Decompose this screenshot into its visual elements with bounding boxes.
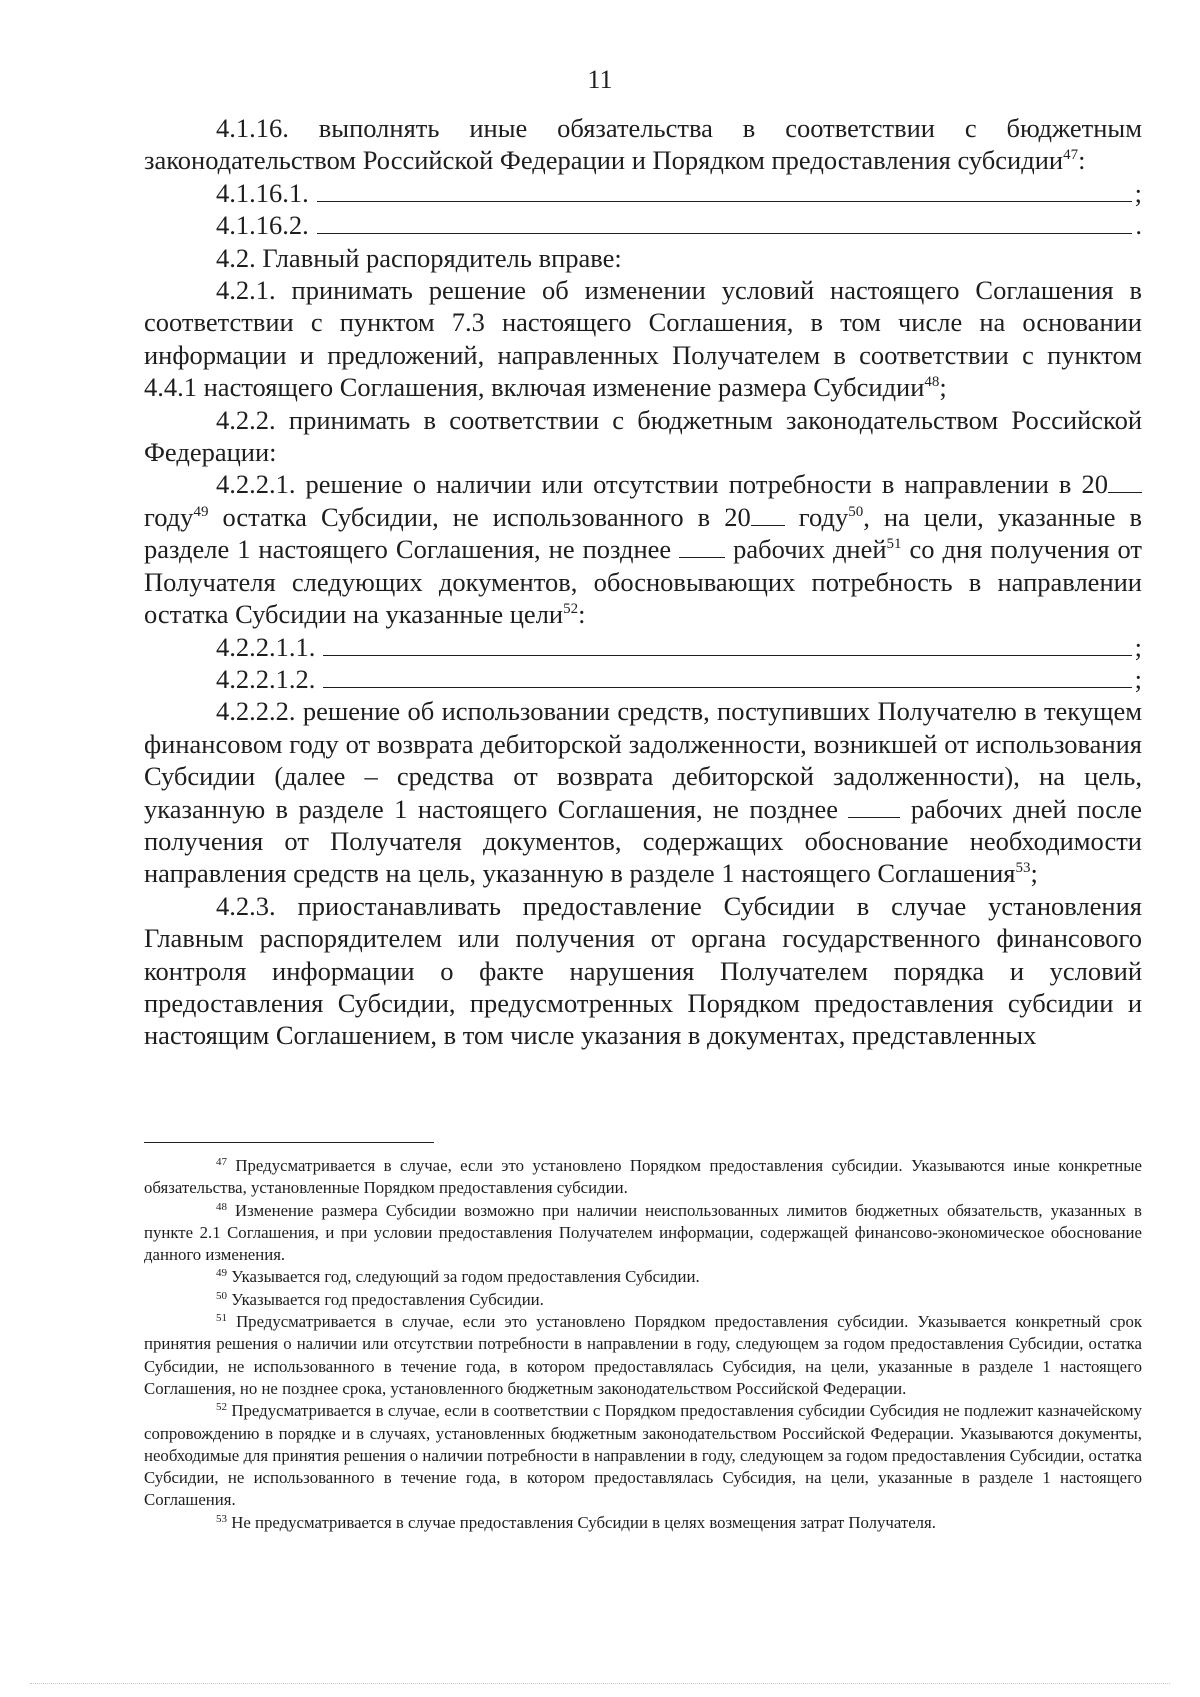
clause-text: остатка Субсидии, не использованного в 20 (208, 501, 751, 532)
fill-line-end: . (1135, 210, 1142, 241)
footnote-number: 49 (216, 1267, 227, 1280)
footnote-48 (144, 1200, 1142, 1267)
blank-field[interactable] (317, 213, 1133, 234)
footnote-text: Предусматривается в случае, если это установлено Порядком предоставления субсидии. Указываются иные конкретные обязательства, установленные Порядком предоставления субсидии. (144, 1156, 1142, 1198)
clause-text: году (144, 501, 194, 532)
clause-4-2-2-1 (144, 468, 1142, 630)
fill-line-end: ; (1134, 631, 1142, 662)
fill-line-4-1-16-1 (144, 177, 1142, 209)
footnote-number: 47 (216, 1156, 227, 1168)
blank-year[interactable] (1108, 474, 1142, 493)
footnote-text: Указывается год предоставления Субсидии. (231, 1289, 544, 1309)
clause-text: со дня получения от Получателя следующих документов, обосновывающих потребность в направлении остатка Субсидии на указанные цели (144, 534, 1142, 630)
scan-artifact-line (30, 1683, 1170, 1684)
clause-text: 4.2.2.1. решение о наличии или отсутствии потребности в направлении в 20 (216, 469, 1108, 500)
footnote-text: Предусматривается в случае, если это установлено Порядком предоставления субсидии. Указывается конкретный срок принятия решения о наличии или отсутствии потребности в направлении в году, следующем за годом предоставления Субсидии, остатка Субсидии, не использованного в течение года, в котором предоставлялась Субсидия, на цели, указанные в разделе 1 настоящего Соглашения, но не позднее срока, установленного бюджетным законодательством Российской Федерации. (144, 1312, 1142, 1398)
clause-text: , на цели, указанные в разделе 1 настоящего Соглашения, не позднее (144, 501, 1143, 565)
blank-field[interactable] (323, 667, 1131, 688)
clause-text: рабочих дней после получения от Получателя документов, содержащих обоснование необходимости направления средств на цель, указанную в разделе 1 настоящего Соглашения (144, 793, 1142, 889)
footnote-ref: 51 (886, 536, 902, 553)
footnote-number: 50 (216, 1289, 227, 1302)
footnote-number: 52 (216, 1401, 227, 1414)
clause-tail: ; (939, 372, 947, 403)
footnote-51 (144, 1311, 1142, 1400)
clause-tail: : (578, 599, 586, 630)
clause-4-2-1 (144, 274, 1142, 404)
footnote-50 (144, 1289, 1142, 1311)
blank-days[interactable] (848, 799, 900, 818)
footnote-number: 48 (216, 1200, 227, 1213)
fill-line-label: 4.2.2.1.2. (216, 663, 316, 694)
fill-line-4-1-16-2 (144, 209, 1142, 241)
clause-4-1-16 (144, 112, 1142, 177)
blank-year[interactable] (751, 507, 785, 526)
footnote-text: Изменение размера Субсидии возможно при наличии неиспользованных лимитов бюджетных обязательств, указанных в пункте 2.1 Соглашения, и при условии предоставления Получателем информации, содержащей финансово-экономическое обоснование данного изменения. (144, 1200, 1142, 1265)
footnotes (144, 1155, 1142, 1534)
fill-line-4-2-2-1-1 (144, 631, 1142, 663)
page-number: 11 (587, 65, 613, 94)
document-body (144, 112, 1142, 1052)
clause-tail: ; (1030, 858, 1038, 889)
clause-4-2: 4.2. Главный распорядитель вправе: (216, 242, 622, 273)
footnote-text: Указывается год, следующий за годом предоставления Субсидии. (231, 1267, 700, 1287)
footnote-ref: 52 (563, 601, 579, 618)
fill-line-4-2-2-1-2 (144, 663, 1142, 695)
clause-tail: : (1078, 145, 1086, 176)
clause-text: 4.2.1. принимать решение об изменении условий настоящего Соглашения в соответствии с пунктом 7.3 настоящего Соглашения, в том числе на основании информации и предложений, направленных Получателем в соответствии с пунктом 4.4.1 настоящего Соглашения, включая изменение размера Субсидии (144, 275, 1142, 403)
footnote-ref: 48 (924, 374, 940, 391)
fill-line-end: ; (1134, 663, 1142, 694)
blank-days[interactable] (679, 539, 725, 558)
clause-4-2-3: 4.2.3. приостанавливать предоставление Субсидии в случае установления Главным распорядителем или получения от органа государственного финансового контроля информации о факте нарушения Получателем порядка и условий предоставления Субсидии, предусмотренных Порядком предоставления субсидии и настоящим Соглашением, в том числе указания в документах, представленных (144, 890, 1142, 1051)
footnote-text: Не предусматривается в случае предоставления Субсидии в целях возмещения затрат Получателя. (231, 1512, 936, 1532)
footnote-52 (144, 1400, 1142, 1511)
footnote-separator (144, 1142, 434, 1143)
clause-text: рабочих дней (725, 534, 887, 565)
footnote-53 (144, 1512, 1142, 1534)
fill-line-label: 4.1.16.2. (216, 210, 309, 241)
footnote-number: 51 (216, 1312, 227, 1325)
footnote-ref: 49 (193, 503, 209, 520)
blank-field[interactable] (317, 181, 1132, 202)
footnote-number: 53 (216, 1512, 227, 1525)
clause-text: 4.1.16. выполнять иные обязательства в соответствии с бюджетным законодательством Российской Федерации и Порядком предоставления субсидии (144, 113, 1142, 176)
blank-field[interactable] (323, 635, 1131, 656)
clause-text: году (798, 501, 849, 532)
clause-text: 4.2.2.2. решение об использовании средств, поступивших Получателю в текущем финансовом году от возврата дебиторской задолженности, возникшей от использования Субсидии (далее – средства от возврата дебиторской задолженности), на цель, указанную в разделе 1 настоящего Соглашения, не позднее (144, 696, 1142, 824)
footnote-49 (144, 1266, 1142, 1288)
footnote-text: Предусматривается в случае, если в соответствии с Порядком предоставления субсидии Субсидия не подлежит казначейскому сопровождению в порядке и в случаях, установленных бюджетным законодательством Российской Федерации. Указываются документы, необходимые для принятия решения о наличии потребности в направлении в году, следующем за годом предоставления Субсидии, остатка Субсидии, не использованного в течение года, в котором предоставлялась Субсидия, на цели, указанные в разделе 1 настоящего Соглашения. (144, 1401, 1142, 1510)
clause-4-2-2: 4.2.2. принимать в соответствии с бюджетным законодательством Российской Федерации: (144, 404, 1142, 468)
footnote-ref: 53 (1015, 860, 1031, 877)
footnote-ref: 50 (848, 503, 864, 520)
footnote-47 (144, 1155, 1142, 1200)
fill-line-end: ; (1134, 177, 1142, 208)
footnote-ref: 47 (1063, 147, 1079, 164)
clause-4-2-2-2 (144, 695, 1142, 889)
fill-line-label: 4.2.2.1.1. (216, 631, 316, 662)
fill-line-label: 4.1.16.1. (216, 177, 309, 208)
